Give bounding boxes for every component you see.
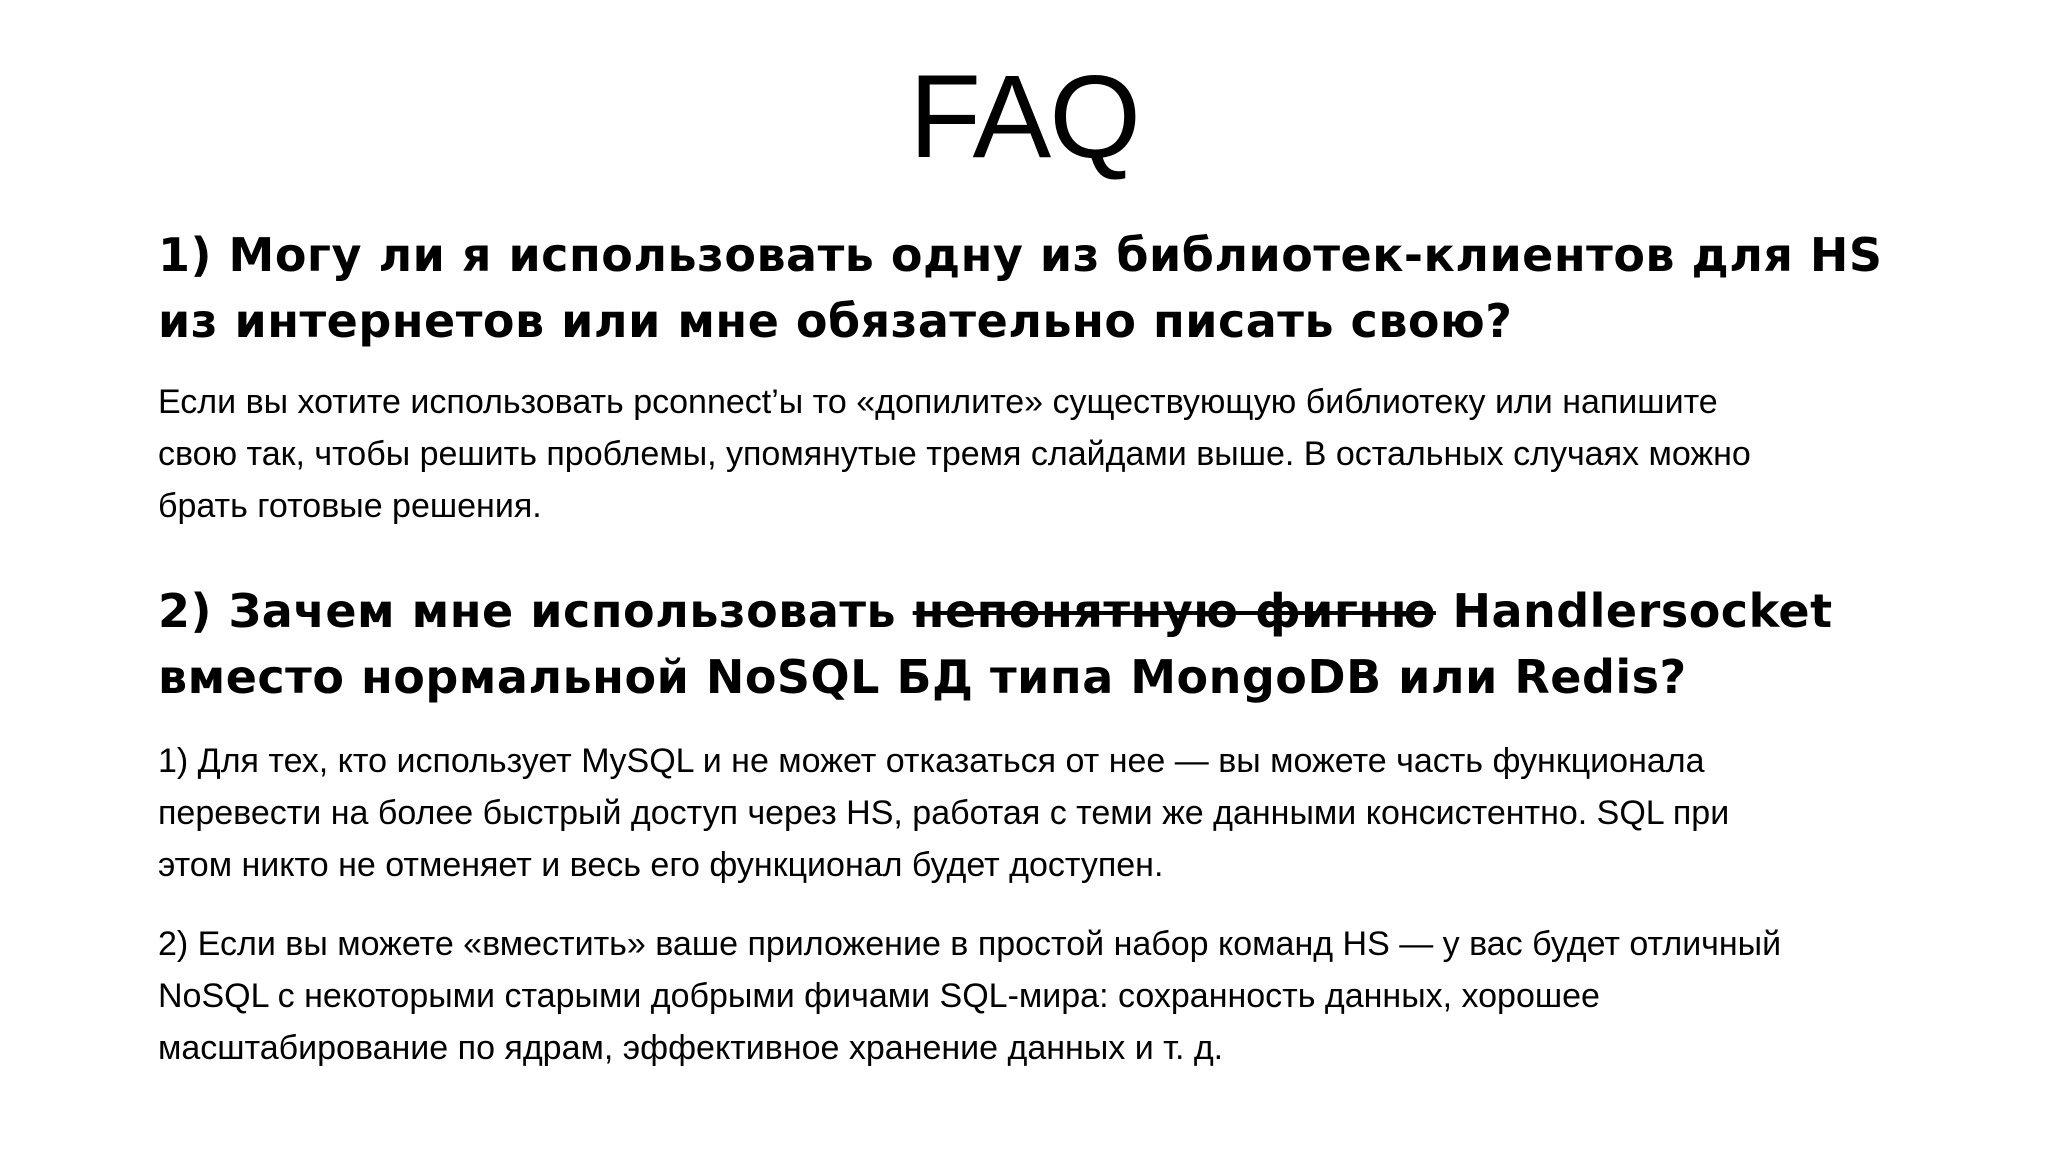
faq-answer-2-1 [158,735,1938,891]
faq-answer-2-1-line-3: этом никто не отменяет и весь его функционал будет доступен. [158,846,1164,884]
faq-question-1 [158,222,1938,354]
faq-question-1-line-2: из интернетов или мне обязательно писать свою? [158,294,1513,348]
faq-question-2-struck-text: непонятную фигню [912,584,1436,638]
faq-answer-2-2-line-3: масштабирование по ядрам, эффективное хранение данных и т. д. [158,1029,1224,1067]
faq-answer-1 [158,376,1938,532]
faq-answer-2-1-line-1: 1) Для тех, кто использует MySQL и не может отказаться от нее — вы можете часть функционала [158,742,1705,780]
faq-question-2-suffix: Handlersocket [1435,584,1833,638]
faq-question-1-line-1: 1) Могу ли я использовать одну из библиотек-клиентов для HS [158,228,1883,282]
faq-question-2-prefix: 2) Зачем мне использовать [158,584,913,638]
faq-answer-1-line-2: свою так, чтобы решить проблемы, упомянутые тремя слайдами выше. В остальных случаях можно [158,435,1751,473]
faq-answer-1-line-1: Если вы хотите использовать pconnect’ы то «допилите» существующую библиотеку или напишите [158,383,1718,421]
faq-question-2 [158,578,1938,710]
faq-question-2-line-2: вместо нормальной NoSQL БД типа MongoDB или Redis? [158,650,1687,704]
faq-answer-2-1-line-2: перевести на более быстрый доступ через HS, работая с теми же данными консистентно. SQL при [158,794,1730,832]
faq-answer-2-2-line-1: 2) Если вы можете «вместить» ваше приложение в простой набор команд HS — у вас будет отличный [158,925,1782,963]
faq-answer-2-2-line-2: NoSQL с некоторыми старыми добрыми фичами SQL-мира: сохранность данных, хорошее [158,977,1600,1015]
faq-answer-2-2 [158,918,1938,1074]
faq-answer-1-line-3: брать готовые решения. [158,487,542,525]
slide-title: FAQ [908,51,1140,183]
